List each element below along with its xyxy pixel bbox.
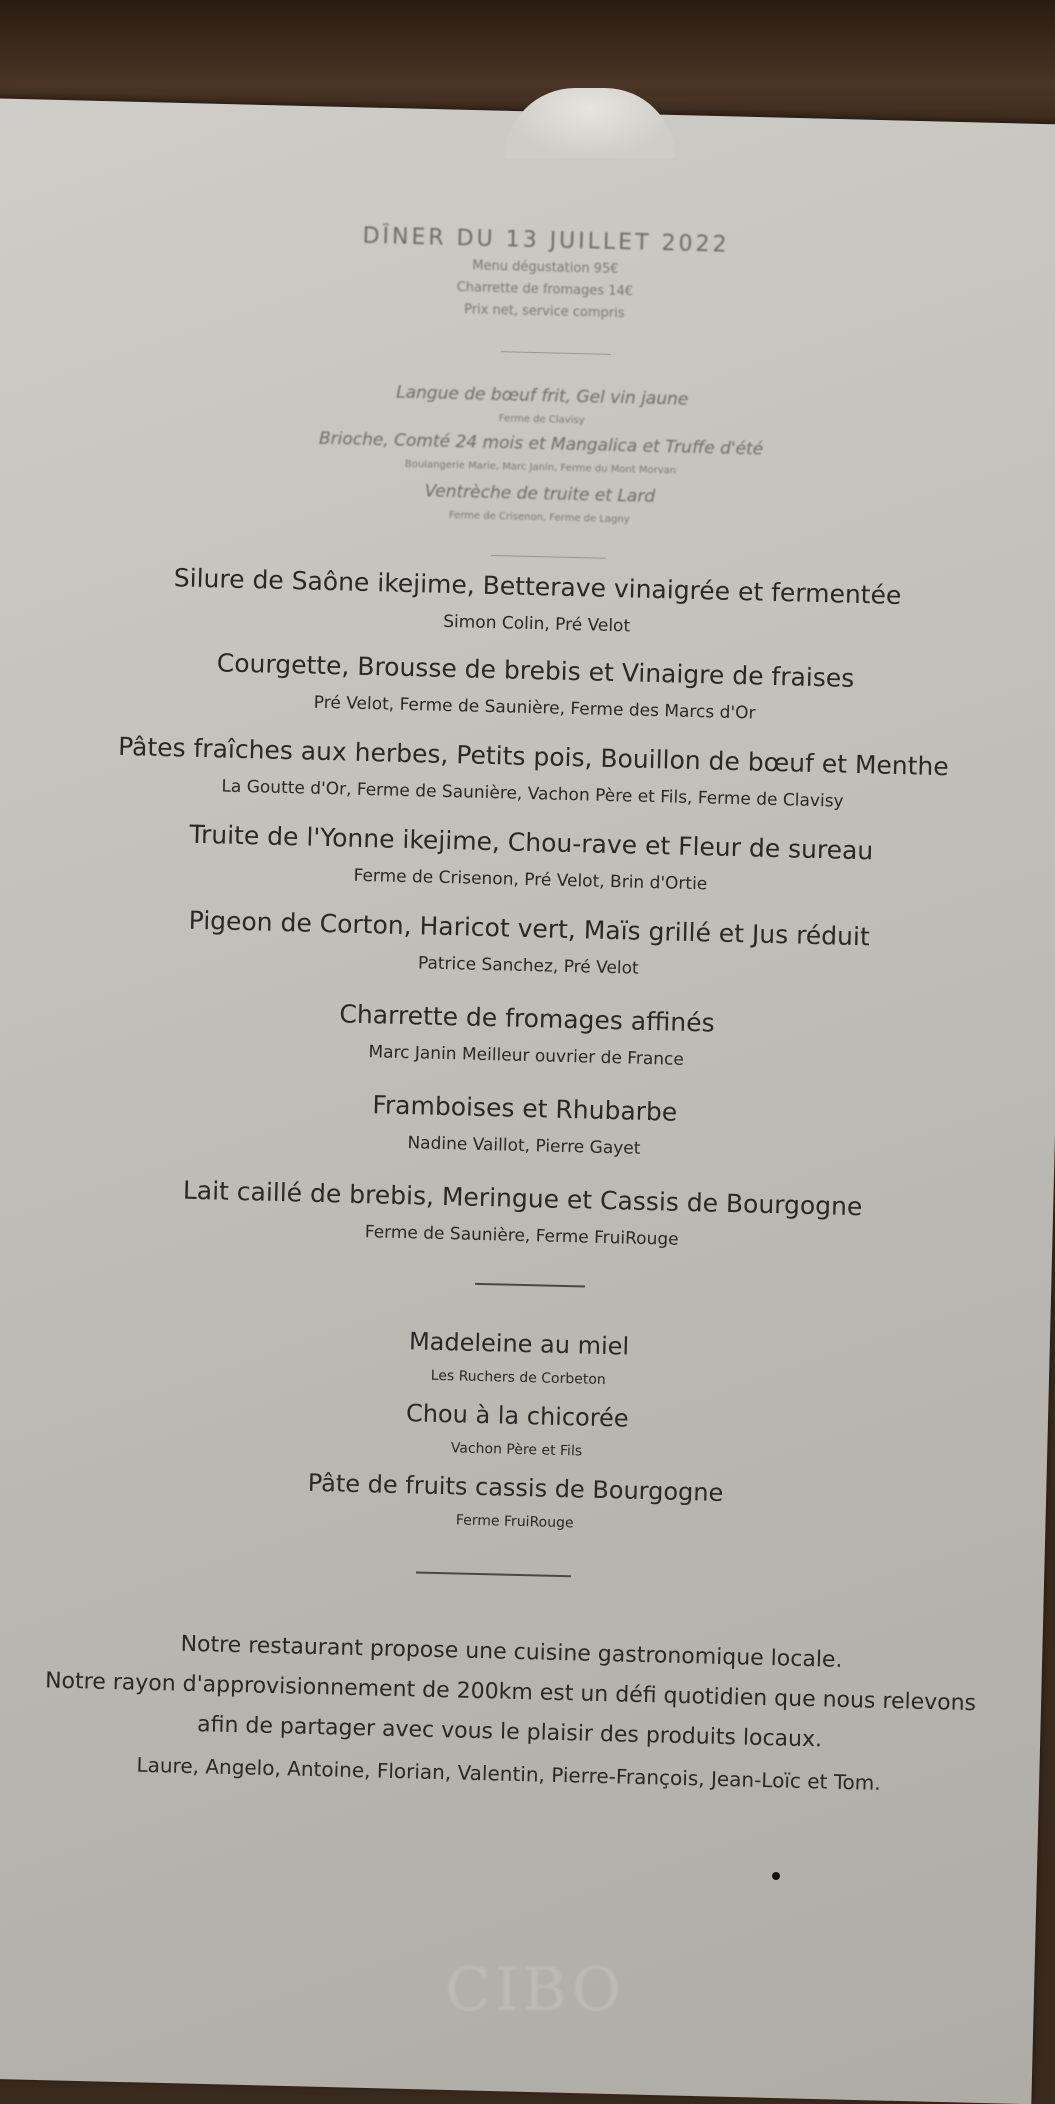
dish-producers: La Goutte d'Or, Ferme de Saunière, Vachon Père et Fils, Ferme de Clavisy xyxy=(221,776,844,812)
dish-name: Pigeon de Corton, Haricot vert, Maïs grillé et Jus réduit xyxy=(188,905,871,952)
mignardise-producers: Les Ruchers de Corbeton xyxy=(430,1367,606,1389)
dish-producers: Marc Janin Meilleur ouvrier de France xyxy=(368,1042,685,1070)
service-note: Prix net, service compris xyxy=(463,302,625,322)
divider xyxy=(501,351,611,355)
dish-producers: Ferme de Saunière, Ferme FruiRouge xyxy=(364,1222,679,1250)
dish-producers: Patrice Sanchez, Pré Velot xyxy=(417,953,639,979)
amuse-producers: Boulangerie Marie, Marc Janin, Ferme du Mont Morvan xyxy=(404,458,677,477)
menu-title: DÎNER DU 13 JUILLET 2022 xyxy=(362,223,730,258)
dish-producers: Simon Colin, Pré Velot xyxy=(442,611,631,637)
footer-line: Notre rayon d'approvisionnement de 200km est un défi quotidien que nous relevons xyxy=(44,1668,977,1717)
dish-name: Lait caillé de brebis, Meringue et Cassis de Bourgogne xyxy=(182,1175,863,1222)
menu-price-line: Menu dégustation 95€ xyxy=(472,258,619,278)
mignardise-name: Madeleine au miel xyxy=(408,1327,630,1361)
dish-name: Courgette, Brousse de brebis et Vinaigre de fraises xyxy=(216,648,855,693)
dish-producers: Pré Velot, Ferme de Saunière, Ferme des Marcs d'Or xyxy=(313,692,756,724)
embossed-logo: CIBO xyxy=(445,1955,626,2025)
dish-producers: Nadine Vaillot, Pierre Gayet xyxy=(407,1133,641,1159)
mignardise-producers: Ferme FruiRouge xyxy=(455,1512,574,1532)
footer-line: afin de partager avec vous le plaisir des produits locaux. xyxy=(196,1712,823,1753)
amuse-producers: Ferme de Clavisy xyxy=(498,413,585,427)
dish-producers: Ferme de Crisenon, Pré Velot, Brin d'Ortie xyxy=(353,865,708,895)
dish-name: Charrette de fromages affinés xyxy=(339,999,715,1038)
amuse-name: Langue de bœuf frit, Gel vin jaune xyxy=(395,382,689,410)
dish-name: Pâtes fraîches aux herbes, Petits pois, Bouillon de bœuf et Menthe xyxy=(117,731,950,782)
cheese-price-line: Charrette de fromages 14€ xyxy=(456,280,634,300)
amuse-producers: Ferme de Crisenon, Ferme de Lagny xyxy=(448,509,630,526)
dish-name: Truite de l'Yonne ikejime, Chou-rave et Fleur de sureau xyxy=(189,819,874,866)
ink-dot xyxy=(772,1872,780,1880)
dish-name: Silure de Saône ikejime, Betterave vinaigrée et fermentée xyxy=(173,563,902,611)
amuse-name: Brioche, Comté 24 mois et Mangalica et Truffe d'été xyxy=(318,428,764,460)
mignardise-producers: Vachon Père et Fils xyxy=(450,1440,583,1460)
mignardise-name: Chou à la chicorée xyxy=(405,1399,629,1433)
divider xyxy=(416,1571,571,1577)
footer-line: Notre restaurant propose une cuisine gastronomique locale. xyxy=(180,1631,843,1673)
divider xyxy=(491,555,606,559)
dish-name: Framboises et Rhubarbe xyxy=(372,1090,678,1127)
divider xyxy=(475,1283,585,1288)
mignardise-name: Pâte de fruits cassis de Bourgogne xyxy=(307,1468,724,1507)
team-names: Laure, Angelo, Antoine, Florian, Valentin, Pierre-François, Jean-Loïc et Tom. xyxy=(136,1752,881,1795)
amuse-name: Ventrèche de truite et Lard xyxy=(424,481,656,507)
